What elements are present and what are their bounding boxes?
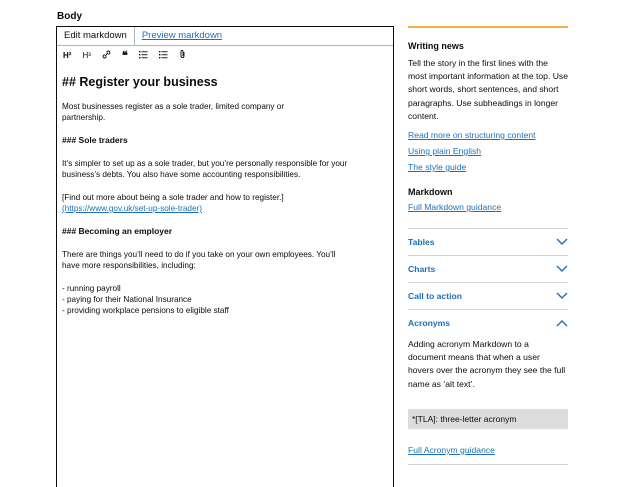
list-item: - running payroll [62, 284, 121, 293]
style-guide-link[interactable]: The style guide [408, 162, 467, 173]
content-paragraph: There are things you’ll need to do if you take on your own employees. You’ll have more responsibilities, including: [62, 250, 336, 270]
accordion-tables[interactable] [408, 228, 568, 255]
tab-edit-markdown[interactable]: Edit markdown [57, 27, 135, 45]
writing-news-title: Writing news [408, 41, 464, 51]
accordion-acronyms[interactable] [408, 309, 568, 336]
accordion-call-to-action[interactable] [408, 282, 568, 309]
bullet-list-icon[interactable] [139, 50, 148, 61]
attachment-icon[interactable] [179, 49, 186, 61]
chevron-down-icon [556, 292, 568, 300]
content-subheading: ### Becoming an employer [62, 226, 173, 236]
content-paragraph [62, 192, 302, 214]
acronym-guidance-link[interactable]: Full Acronym guidance [408, 444, 495, 455]
content-paragraph: Most businesses register as a sole trader, limited company or partnership. [62, 102, 285, 122]
heading-2-icon[interactable]: H² [63, 50, 72, 60]
structuring-content-link[interactable]: Read more on structuring content [408, 130, 536, 141]
accordion-label: Tables [408, 237, 435, 248]
chevron-down-icon [556, 265, 568, 273]
markdown-guidance-link[interactable]: Full Markdown guidance [408, 202, 502, 213]
acronyms-text: Adding acronym Markdown to a document means that when a user hovers over the acronym they see the full name as ‘alt text’. [408, 339, 566, 389]
body-label: Body [57, 11, 82, 22]
link-icon[interactable] [102, 50, 111, 61]
accordion-label: Acronyms [408, 318, 451, 329]
writing-news-text: Tell the story in the first lines with the most important information at the top. Use short words, short sentences, and short paragraphs. Use subheadings in longer content. [408, 58, 569, 121]
markdown-links [408, 199, 568, 215]
editor-tabs [57, 27, 393, 46]
content-link[interactable]: (https://www.gov.uk/set-up-sole-trader) [62, 204, 202, 213]
accordion-label: Call to action [408, 291, 462, 302]
accordion-charts[interactable] [408, 255, 568, 282]
quote-icon[interactable]: ❝ [121, 49, 128, 62]
markdown-title: Markdown [408, 187, 453, 198]
markdown-editor [56, 26, 394, 487]
list-item: - paying for their National Insurance [62, 295, 192, 304]
content-list [62, 283, 393, 316]
heading-3-icon[interactable]: H³ [82, 50, 91, 60]
editor-toolbar [57, 46, 393, 64]
content-paragraph: It’s simpler to set up as a sole trader, but you’re personally responsible for your business’s debts. You also have some accounting responsibilities. [62, 159, 348, 179]
content-heading: ## Register your business [62, 75, 218, 89]
accent-bar [408, 26, 568, 28]
markdown-textarea[interactable] [57, 64, 393, 316]
guidance-sidebar [408, 26, 568, 465]
chevron-down-icon [556, 238, 568, 246]
chevron-up-icon [556, 319, 568, 327]
acronym-example: *[TLA]: three-letter acronym [408, 409, 568, 429]
content-subheading: ### Sole traders [62, 135, 128, 145]
accordion-label: Charts [408, 264, 436, 275]
list-item: - providing workplace pensions to eligible staff [62, 306, 229, 315]
acronym-links [408, 442, 568, 465]
numbered-list-icon[interactable] [159, 50, 168, 61]
link-text: [Find out more about being a sole trader and how to register.] [62, 193, 284, 202]
plain-english-link[interactable]: Using plain English [408, 146, 482, 157]
tab-preview-markdown[interactable]: Preview markdown [141, 30, 223, 41]
guidance-links [408, 127, 568, 175]
